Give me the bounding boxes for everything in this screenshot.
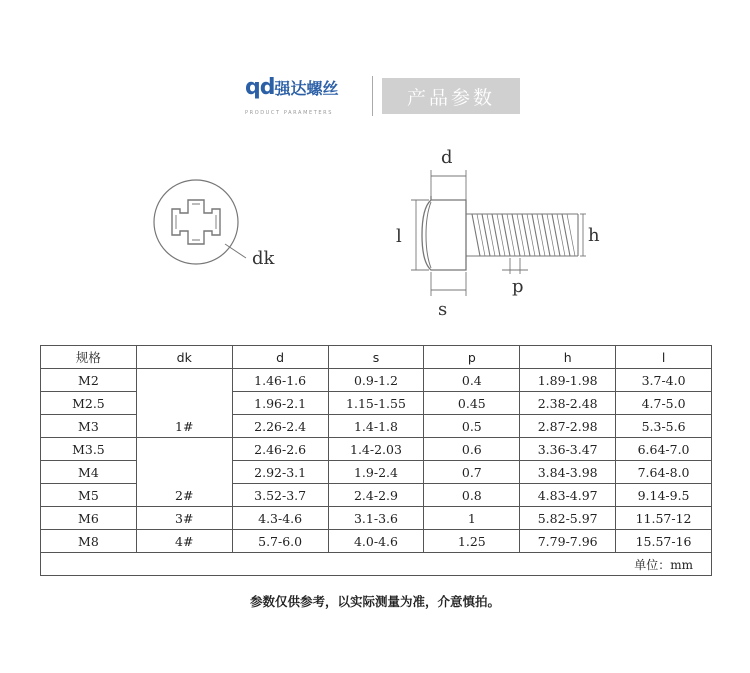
cell-l: 15.57-16 — [616, 530, 712, 553]
cell-spec: M2.5 — [41, 392, 137, 415]
cell-s: 1.9-2.4 — [328, 461, 424, 484]
cell-p: 0.6 — [424, 438, 520, 461]
table-row — [41, 369, 712, 392]
cell-d: 2.92-3.1 — [232, 461, 328, 484]
cell-dk-group: 2# — [136, 438, 232, 507]
cell-d: 4.3-4.6 — [232, 507, 328, 530]
cell-p: 0.7 — [424, 461, 520, 484]
header-p: p — [424, 346, 520, 369]
cell-d: 2.26-2.4 — [232, 415, 328, 438]
label-h: h — [588, 225, 600, 246]
cell-s: 1.15-1.55 — [328, 392, 424, 415]
table-row — [41, 507, 712, 530]
label-l: l — [396, 226, 402, 247]
table-row — [41, 438, 712, 461]
table-unit-row — [41, 553, 712, 576]
cell-p: 0.4 — [424, 369, 520, 392]
cell-spec: M3 — [41, 415, 137, 438]
logo-subtitle: PRODUCT PARAMETERS — [245, 110, 334, 116]
cell-s: 1.4-2.03 — [328, 438, 424, 461]
cell-d: 3.52-3.7 — [232, 484, 328, 507]
label-p: p — [512, 276, 524, 297]
cell-l: 7.64-8.0 — [616, 461, 712, 484]
label-dk: dk — [252, 248, 275, 269]
header-d: d — [232, 346, 328, 369]
cell-h: 5.82-5.97 — [520, 507, 616, 530]
cell-spec: M6 — [41, 507, 137, 530]
cell-spec: M2 — [41, 369, 137, 392]
cell-p: 0.8 — [424, 484, 520, 507]
screw-head-top-view — [154, 180, 238, 264]
cell-h: 3.84-3.98 — [520, 461, 616, 484]
disclaimer-note: 参数仅供参考，以实际测量为准，介意慎拍。 — [249, 594, 500, 609]
cell-h: 3.36-3.47 — [520, 438, 616, 461]
cell-spec: M5 — [41, 484, 137, 507]
cell-d: 2.46-2.6 — [232, 438, 328, 461]
cell-s: 2.4-2.9 — [328, 484, 424, 507]
cell-p: 1 — [424, 507, 520, 530]
header-dk: dk — [136, 346, 232, 369]
cell-l: 3.7-4.0 — [616, 369, 712, 392]
cell-p: 0.45 — [424, 392, 520, 415]
cell-l: 5.3-5.6 — [616, 415, 712, 438]
cell-p: 1.25 — [424, 530, 520, 553]
cell-h: 2.38-2.48 — [520, 392, 616, 415]
spec-table — [40, 345, 712, 576]
label-s: s — [438, 299, 448, 320]
screw-shank — [466, 214, 578, 256]
phillips-cross-icon — [172, 200, 220, 244]
cell-l: 4.7-5.0 — [616, 392, 712, 415]
cell-spec: M8 — [41, 530, 137, 553]
cell-p: 0.5 — [424, 415, 520, 438]
cell-h: 1.89-1.98 — [520, 369, 616, 392]
table-header-row — [41, 346, 712, 369]
cell-h: 7.79-7.96 — [520, 530, 616, 553]
unit-label: 单位：mm — [41, 553, 712, 576]
header-h: h — [520, 346, 616, 369]
cell-dk-group: 3# — [136, 507, 232, 530]
cell-s: 3.1-3.6 — [328, 507, 424, 530]
cell-l: 6.64-7.0 — [616, 438, 712, 461]
header-spec: 规格 — [41, 346, 137, 369]
header-l: l — [616, 346, 712, 369]
section-badge: 产品参数 — [382, 78, 520, 114]
cell-spec: M3.5 — [41, 438, 137, 461]
cell-d: 1.46-1.6 — [232, 369, 328, 392]
cell-d: 1.96-2.1 — [232, 392, 328, 415]
cell-h: 4.83-4.97 — [520, 484, 616, 507]
cell-s: 4.0-4.6 — [328, 530, 424, 553]
cell-s: 1.4-1.8 — [328, 415, 424, 438]
logo-mark: qd — [245, 75, 275, 100]
cell-dk-group: 1# — [136, 369, 232, 438]
cell-h: 2.87-2.98 — [520, 415, 616, 438]
cell-l: 9.14-9.5 — [616, 484, 712, 507]
cell-d: 5.7-6.0 — [232, 530, 328, 553]
cell-s: 0.9-1.2 — [328, 369, 424, 392]
header-s: s — [328, 346, 424, 369]
cell-dk-group: 4# — [136, 530, 232, 553]
table-row — [41, 530, 712, 553]
cell-spec: M4 — [41, 461, 137, 484]
dimension-lines — [411, 170, 586, 296]
logo-text: 强达螺丝 — [274, 79, 339, 98]
label-d: d — [441, 147, 453, 168]
cell-l: 11.57-12 — [616, 507, 712, 530]
